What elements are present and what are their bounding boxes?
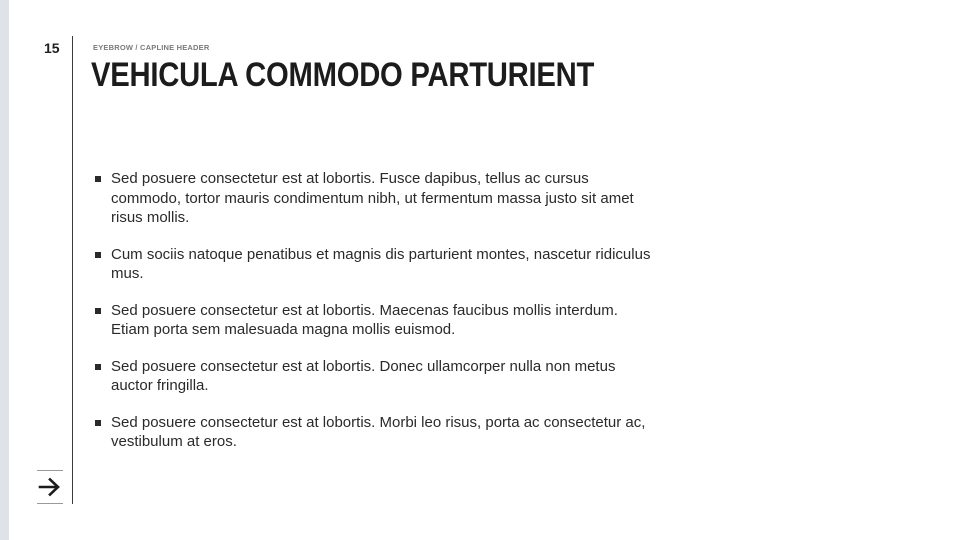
bullet-item	[93, 301, 653, 340]
slide-title: VEHICULA COMMODO PARTURIENT	[91, 56, 595, 94]
right-arrow-icon	[38, 476, 62, 498]
next-slide-button[interactable]	[38, 476, 62, 498]
bullet-text: Sed posuere consectetur est at lobortis. Fusce dapibus, tellus ac cursus commodo, tortor mauris condimentum nibh, ut fermentum massa justo sit amet risus mollis.	[111, 170, 634, 226]
bullet-text: Sed posuere consectetur est at lobortis. Donec ullamcorper nulla non metus auctor fringilla.	[111, 357, 616, 394]
nav-divider-top	[37, 470, 63, 471]
bullet-text: Cum sociis natoque penatibus et magnis dis parturient montes, nascetur ridiculus mus.	[111, 245, 651, 282]
bullet-text: Sed posuere consectetur est at lobortis. Maecenas faucibus mollis interdum. Etiam porta sem malesuada magna mollis euismod.	[111, 301, 618, 338]
page-number: 15	[44, 40, 60, 56]
nav-divider-bottom	[37, 503, 63, 504]
bullet-item	[93, 413, 653, 452]
square-bullet-icon	[95, 308, 101, 314]
bullet-item	[93, 169, 653, 228]
bullet-text: Sed posuere consectetur est at lobortis. Morbi leo risus, porta ac consectetur ac, vestibulum at eros.	[111, 413, 646, 450]
square-bullet-icon	[95, 176, 101, 182]
square-bullet-icon	[95, 420, 101, 426]
bullet-item	[93, 357, 653, 396]
bullet-list	[93, 169, 653, 469]
square-bullet-icon	[95, 364, 101, 370]
bullet-item	[93, 245, 653, 284]
square-bullet-icon	[95, 252, 101, 258]
left-edge-band	[0, 0, 9, 540]
vertical-divider	[72, 36, 73, 504]
eyebrow-header: EYEBROW / CAPLINE HEADER	[93, 43, 210, 52]
